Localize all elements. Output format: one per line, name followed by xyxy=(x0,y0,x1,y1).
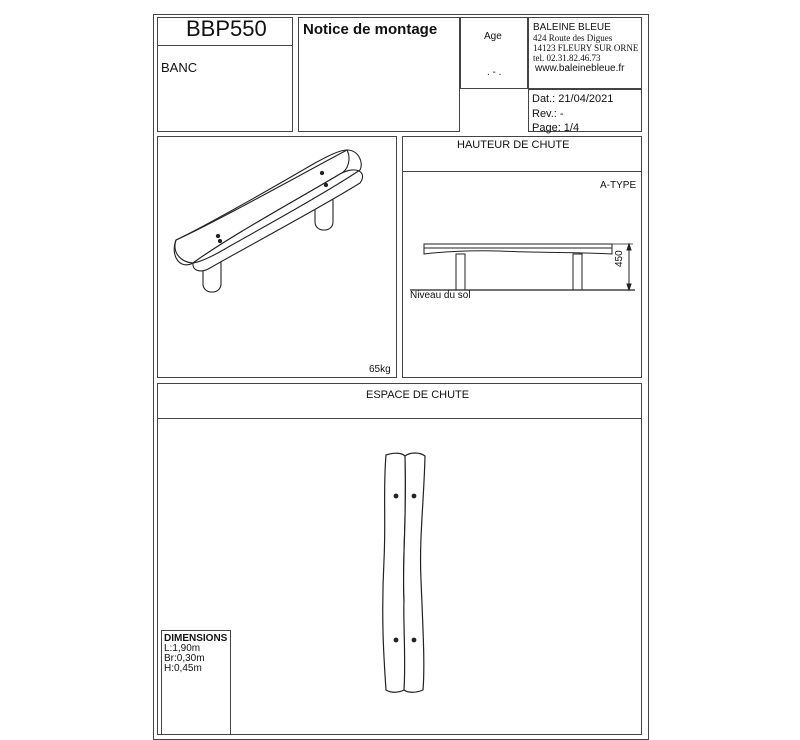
top-plank-right xyxy=(404,453,425,692)
weight-label: 65kg xyxy=(369,364,391,375)
dim-arrow-top xyxy=(627,244,631,250)
top-bolt xyxy=(394,638,398,642)
age-label: Age xyxy=(484,31,502,42)
company-name: BALEINE BLEUE xyxy=(533,22,611,33)
ground-level-label: Niveau du sol xyxy=(410,290,471,301)
iso-bolt xyxy=(218,239,221,242)
side-leg-right xyxy=(573,254,582,290)
iso-bolt xyxy=(320,171,323,174)
top-bench-drawing xyxy=(383,453,425,692)
iso-bolt xyxy=(324,183,327,186)
side-bench-drawing xyxy=(410,244,635,290)
company-street: 424 Route des Digues xyxy=(533,33,613,43)
age-value: . - . xyxy=(487,67,502,78)
side-seat xyxy=(424,244,612,254)
side-leg-left xyxy=(456,254,465,290)
reference-code: BBP550 xyxy=(186,16,267,41)
dimension-width: Br:0,30m xyxy=(164,653,205,664)
dimensions-title: DIMENSIONS xyxy=(164,633,228,644)
top-bolt xyxy=(412,494,416,498)
page-text: Page: 1/4 xyxy=(532,122,580,134)
iso-bench-drawing xyxy=(174,150,362,292)
date-text: Dat.: 21/04/2021 xyxy=(532,93,614,105)
product-name: BANC xyxy=(161,60,198,75)
top-bolt xyxy=(412,638,416,642)
dimension-length: L:1,90m xyxy=(164,643,201,654)
company-web: www.baleinebleue.fr xyxy=(535,63,625,74)
a-type-label: A-TYPE xyxy=(600,180,637,191)
iso-bolt xyxy=(216,234,219,237)
fall-height-header: HAUTEUR DE CHUTE xyxy=(457,139,570,151)
dimension-height: H:0,45m xyxy=(164,663,202,674)
dimension-450: 450 xyxy=(614,250,625,267)
fall-space-header: ESPACE DE CHUTE xyxy=(366,389,470,401)
top-plank-left xyxy=(383,453,406,692)
top-bolt xyxy=(394,494,398,498)
revision-text: Rev.: - xyxy=(532,108,564,120)
dim-arrow-bottom xyxy=(627,284,631,290)
company-tel: tel. 02.31.82.46.73 xyxy=(533,53,601,63)
doc-title: Notice de montage xyxy=(303,21,438,38)
company-city: 14123 FLEURY SUR ORNE xyxy=(533,43,639,53)
